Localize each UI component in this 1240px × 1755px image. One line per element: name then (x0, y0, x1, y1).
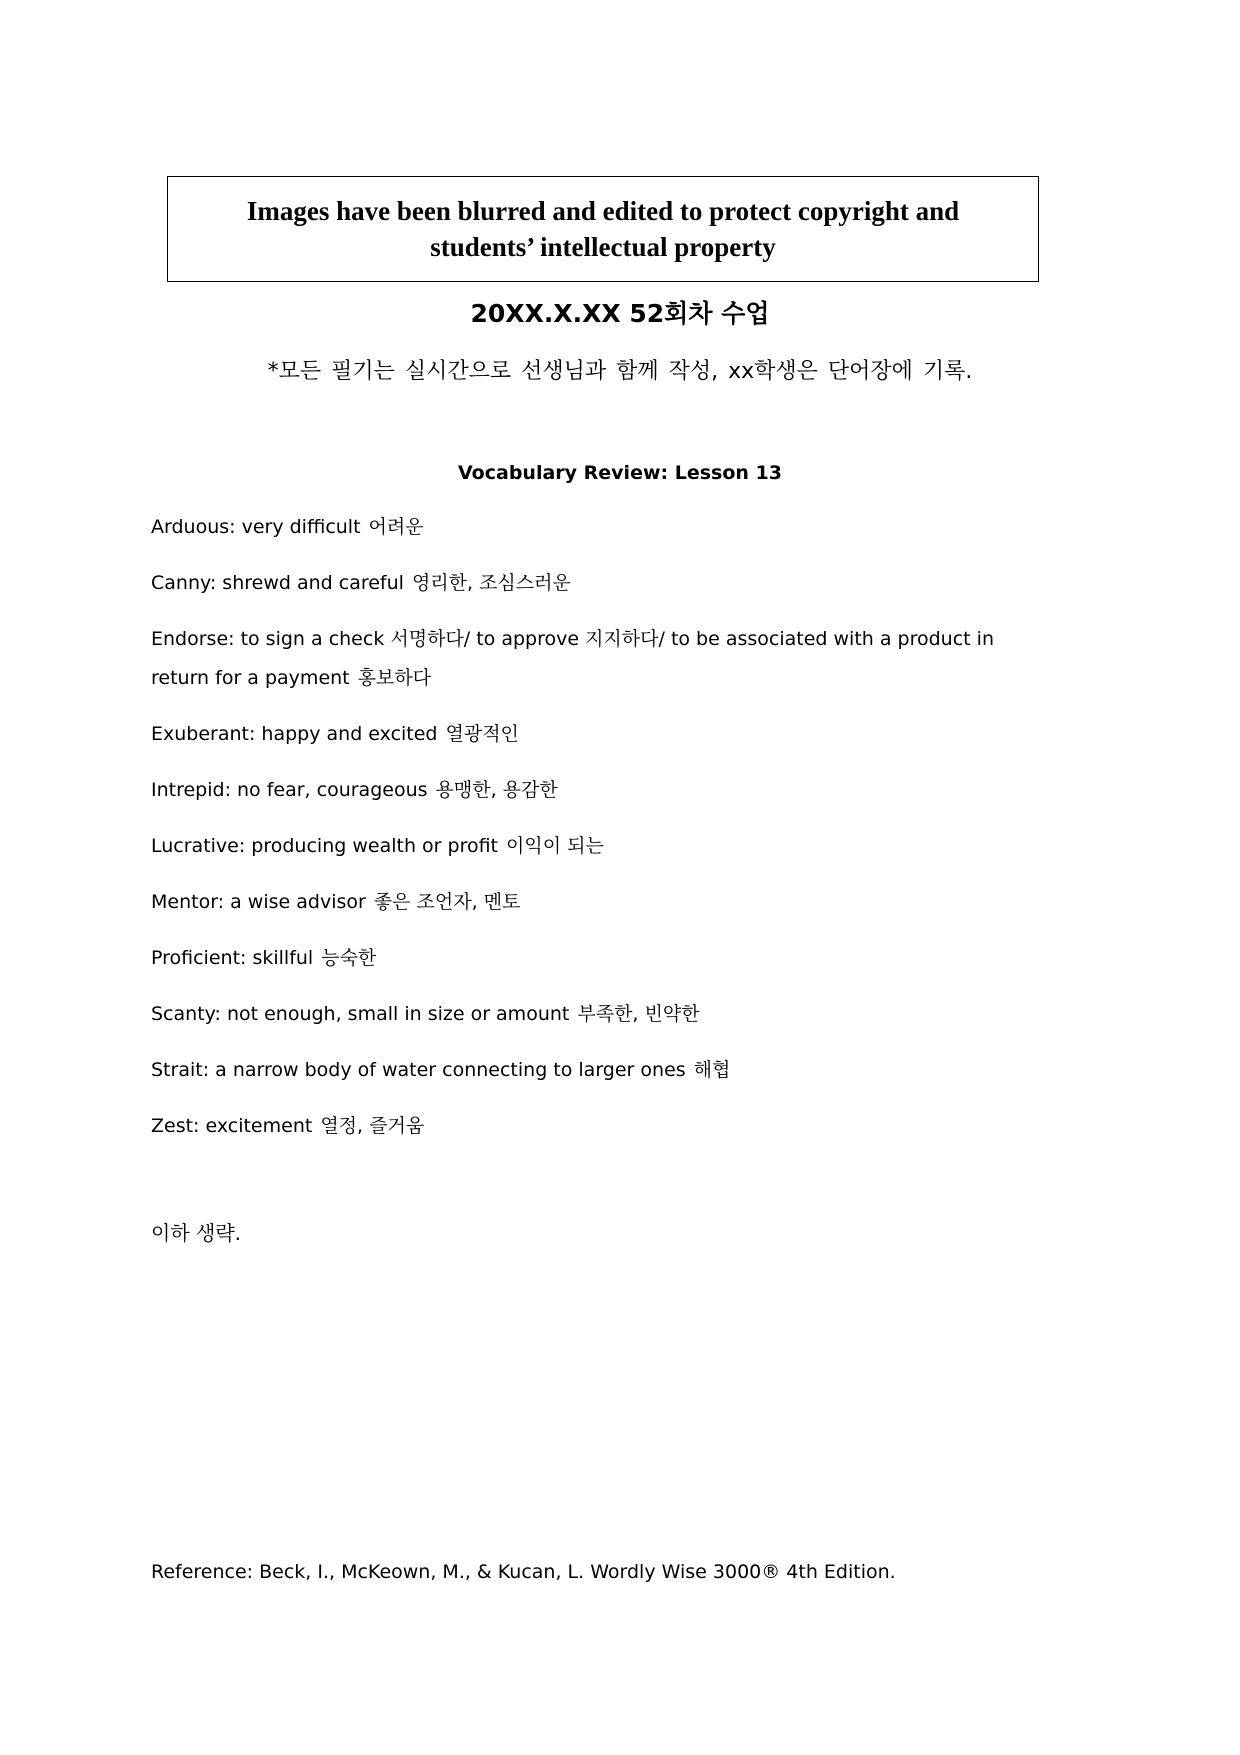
vocabulary-item (151, 995, 1051, 1034)
vocabulary-item (151, 715, 1051, 754)
vocabulary-korean: 해협 (693, 1059, 731, 1081)
vocabulary-definition: Exuberant: happy and excited (151, 723, 438, 745)
vocabulary-korean: 좋은 조언자, 멘토 (373, 891, 521, 913)
vocabulary-definition: Mentor: a wise advisor (151, 891, 366, 913)
session-title: 20XX.X.XX 52회차 수업 (470, 299, 770, 328)
vocabulary-definition: Lucrative: producing wealth or profit (151, 835, 499, 857)
vocabulary-korean: 이익이 되는 (506, 835, 604, 857)
vocabulary-definition: Strait: a narrow body of water connecting to larger ones (151, 1059, 686, 1081)
vocabulary-item (151, 1107, 1051, 1146)
vocabulary-item (151, 883, 1051, 922)
vocabulary-definition: Scanty: not enough, small in size or amount (151, 1003, 570, 1025)
vocabulary-item (151, 1051, 1051, 1090)
reference-citation: Reference: Beck, I., McKeown, M., & Kucan, L. Wordly Wise 3000® 4th Edition. (151, 1561, 896, 1583)
omitted-note: 이하 생략. (151, 1221, 241, 1245)
vocabulary-item (151, 771, 1051, 810)
vocabulary-item (151, 827, 1051, 866)
vocabulary-korean: 홍보하다 (357, 667, 432, 689)
vocabulary-korean: 어려운 (368, 516, 424, 538)
session-note: *모든 필기는 실시간으로 선생님과 함께 작성, xx학생은 단어장에 기록. (267, 359, 973, 384)
vocabulary-korean: 열광적인 (445, 723, 519, 745)
vocabulary-list (151, 508, 1051, 1163)
lesson-heading: Vocabulary Review: Lesson 13 (458, 462, 782, 484)
vocabulary-korean: 열정, 즐거움 (320, 1115, 425, 1137)
copyright-notice-box (167, 176, 1039, 282)
vocabulary-definition: Proficient: skillful (151, 947, 314, 969)
copyright-notice-line-2: students’ intellectual property (430, 232, 776, 262)
vocabulary-item (151, 620, 1051, 698)
vocabulary-definition: Zest: excitement (151, 1115, 313, 1137)
vocabulary-korean: 능숙한 (321, 947, 377, 969)
vocabulary-korean: 용맹한, 용감한 (435, 779, 558, 801)
vocabulary-item (151, 508, 1051, 547)
vocabulary-definition: Canny: shrewd and careful (151, 572, 404, 594)
vocabulary-item (151, 939, 1051, 978)
copyright-notice-line-1: Images have been blurred and edited to protect copyright and (246, 196, 960, 226)
vocabulary-definition: Endorse: to sign a check 서명하다/ to approve 지지하다/ to be associated with a product in return for a payment (151, 628, 994, 689)
vocabulary-definition: Intrepid: no fear, courageous (151, 779, 428, 801)
vocabulary-korean: 영리한, 조심스러운 (411, 572, 571, 594)
vocabulary-korean: 부족한, 빈약한 (577, 1003, 700, 1025)
vocabulary-item (151, 564, 1051, 603)
vocabulary-definition: Arduous: very difficult (151, 516, 361, 538)
